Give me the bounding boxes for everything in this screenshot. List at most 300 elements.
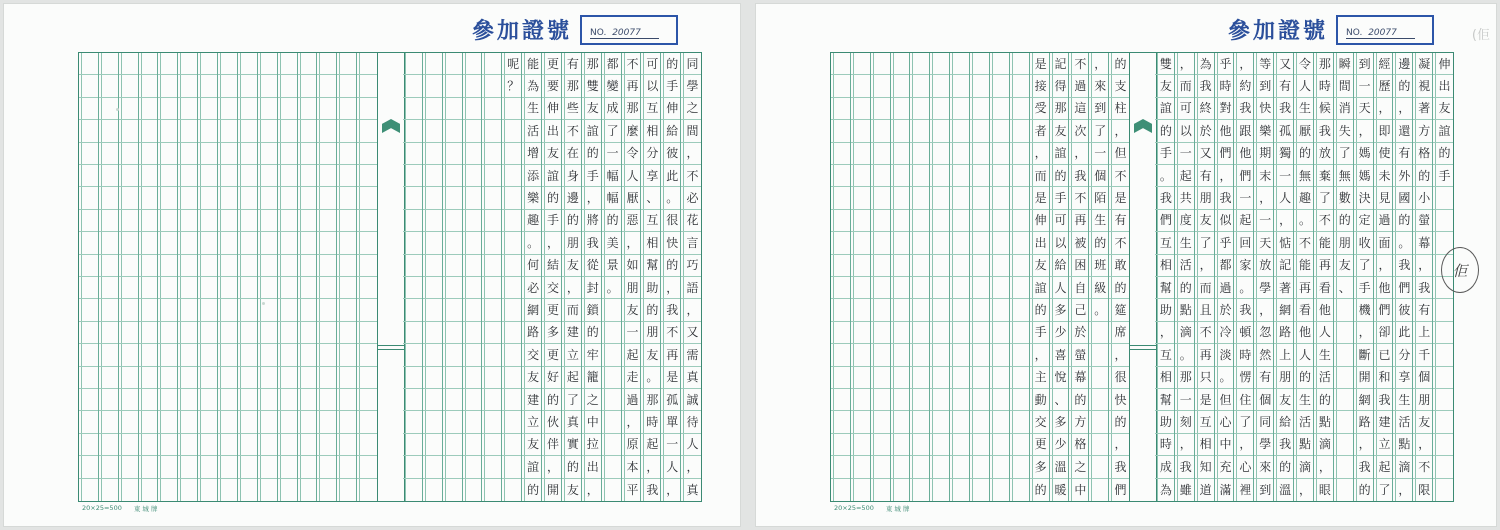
manuscript-cell (119, 277, 138, 299)
manuscript-cell (851, 277, 870, 299)
manuscript-cell: ， (1374, 98, 1393, 120)
manuscript-cell: 朋 (1413, 389, 1432, 411)
manuscript-cell (337, 411, 356, 433)
manuscript-cell (337, 434, 356, 456)
manuscript-cell (79, 277, 98, 299)
manuscript-cell (930, 367, 949, 389)
manuscript-cell (317, 232, 336, 254)
manuscript-cell (79, 299, 98, 321)
sheet-maker: 東 城 牌 (885, 505, 910, 513)
manuscript-cell: 是 (1195, 389, 1214, 411)
manuscript-cell (443, 255, 462, 277)
manuscript-cell: 不 (1109, 165, 1129, 187)
manuscript-cell: 他 (1374, 277, 1393, 299)
manuscript-cell: 卻 (1374, 322, 1393, 344)
manuscript-cell: 人 (622, 165, 641, 187)
manuscript-cell (337, 165, 356, 187)
manuscript-cell: 拉 (582, 434, 601, 456)
manuscript-cell (79, 210, 98, 232)
manuscript-cell: 活 (522, 120, 541, 142)
manuscript-cell: 為 (1195, 53, 1214, 75)
manuscript-cell: 人 (1314, 322, 1333, 344)
manuscript-cell: 不 (661, 322, 680, 344)
manuscript-cell (258, 434, 277, 456)
manuscript-cell: 他 (1294, 322, 1313, 344)
manuscript-cell (357, 75, 377, 97)
manuscript-cell (99, 98, 118, 120)
manuscript-cell (139, 344, 158, 366)
manuscript-column (562, 53, 582, 501)
manuscript-cell: 友 (1274, 389, 1293, 411)
manuscript-cell: 建 (1374, 411, 1393, 433)
manuscript-cell (851, 53, 870, 75)
manuscript-cell: 手 (542, 210, 561, 232)
manuscript-cell: 伸 (661, 98, 680, 120)
manuscript-cell: 數 (1334, 187, 1353, 209)
manuscript-cell: 千 (1413, 344, 1432, 366)
manuscript-cell: 他 (1234, 143, 1253, 165)
entry-number-value: 20077 (1368, 27, 1397, 38)
manuscript-cell: 很 (1109, 367, 1129, 389)
manuscript-cell: 過 (1215, 277, 1234, 299)
manuscript-cell (258, 120, 277, 142)
manuscript-cell (990, 143, 1009, 165)
manuscript-cell (178, 210, 197, 232)
manuscript-cell (238, 322, 257, 344)
manuscript-cell (910, 75, 929, 97)
manuscript-cell: 手 (582, 165, 601, 187)
manuscript-cell: 有 (562, 53, 581, 75)
manuscript-cell: 。 (1294, 210, 1313, 232)
manuscript-column (1089, 53, 1109, 501)
manuscript-cell (602, 299, 621, 321)
manuscript-cell: 雙 (582, 75, 601, 97)
manuscript-cell (930, 75, 949, 97)
manuscript-cell (891, 456, 910, 478)
manuscript-cell: 。 (641, 367, 660, 389)
manuscript-cell (990, 120, 1009, 142)
manuscript-cell (99, 120, 118, 142)
manuscript-cell (403, 75, 422, 97)
manuscript-cell (910, 456, 929, 478)
manuscript-cell (463, 210, 482, 232)
manuscript-cell (482, 434, 501, 456)
manuscript-cell (423, 389, 442, 411)
manuscript-cell (298, 120, 317, 142)
manuscript-cell: 要 (542, 75, 561, 97)
manuscript-cell (1433, 411, 1453, 433)
manuscript-cell (910, 210, 929, 232)
manuscript-cell (317, 98, 336, 120)
manuscript-cell (198, 344, 217, 366)
manuscript-cell: 心 (1215, 411, 1234, 433)
manuscript-cell: 我 (1314, 120, 1333, 142)
manuscript-cell (298, 187, 317, 209)
manuscript-cell: 走 (622, 367, 641, 389)
manuscript-cell: 到 (1259, 482, 1272, 497)
manuscript-cell: 幕 (1069, 367, 1088, 389)
manuscript-cell: 起 (1374, 456, 1393, 478)
manuscript-cell: 無 (1294, 165, 1313, 187)
manuscript-cell: 等 (1254, 53, 1273, 75)
manuscript-cell: ， (1354, 434, 1373, 456)
manuscript-cell: ， (622, 411, 641, 433)
manuscript-cell: 中 (1074, 482, 1087, 497)
manuscript-cell (463, 277, 482, 299)
manuscript-cell: 來 (1254, 456, 1273, 478)
grid-right-half (403, 53, 701, 501)
manuscript-cell: 不 (1195, 322, 1214, 344)
manuscript-cell: 點 (1294, 434, 1313, 456)
manuscript-cell: 生 (1175, 232, 1194, 254)
manuscript-cell (851, 143, 870, 165)
manuscript-cell: 的 (1393, 75, 1412, 97)
manuscript-cell: 而 (1175, 75, 1194, 97)
manuscript-cell (178, 143, 197, 165)
manuscript-column (258, 53, 278, 501)
manuscript-cell: 手 (1050, 187, 1069, 209)
manuscript-cell: 增 (522, 143, 541, 165)
manuscript-cell (950, 389, 969, 411)
manuscript-cell: 們 (1155, 210, 1174, 232)
manuscript-cell: 看 (1314, 277, 1333, 299)
manuscript-cell (502, 479, 521, 501)
manuscript-cell (119, 75, 138, 97)
manuscript-cell: 真 (681, 367, 701, 389)
manuscript-cell: 厭 (1294, 120, 1313, 142)
manuscript-cell (139, 411, 158, 433)
manuscript-cell: 小 (1413, 187, 1432, 209)
manuscript-cell (831, 210, 850, 232)
manuscript-cell (502, 389, 521, 411)
manuscript-cell: 同 (1254, 411, 1273, 433)
manuscript-cell (950, 277, 969, 299)
manuscript-cell (502, 434, 521, 456)
manuscript-cell: 的 (1109, 53, 1129, 75)
manuscript-column (1155, 53, 1175, 501)
manuscript-cell: 雖 (1179, 482, 1192, 497)
manuscript-cell (178, 299, 197, 321)
manuscript-cell (1010, 434, 1029, 456)
manuscript-cell: 。 (1089, 299, 1108, 321)
manuscript-cell: 誠 (681, 389, 701, 411)
manuscript-cell: 看 (1294, 299, 1313, 321)
manuscript-cell (1010, 322, 1029, 344)
manuscript-cell: 從 (582, 255, 601, 277)
manuscript-cell (463, 389, 482, 411)
manuscript-cell: 活 (1294, 411, 1313, 433)
manuscript-cell: 學 (1254, 277, 1273, 299)
manuscript-cell: 成 (1155, 456, 1174, 478)
manuscript-cell (158, 143, 177, 165)
manuscript-cell: 封 (582, 277, 601, 299)
manuscript-cell (99, 322, 118, 344)
manuscript-cell: 麼 (622, 120, 641, 142)
manuscript-cell (990, 434, 1009, 456)
manuscript-cell: 決 (1354, 187, 1373, 209)
manuscript-cell (871, 232, 890, 254)
manuscript-cell: 。 (661, 187, 680, 209)
manuscript-cell (463, 53, 482, 75)
manuscript-cell: 那 (562, 75, 581, 97)
manuscript-cell: 和 (1374, 367, 1393, 389)
manuscript-cell (178, 434, 197, 456)
manuscript-cell (1010, 479, 1029, 501)
manuscript-cell (871, 53, 890, 75)
manuscript-cell (891, 143, 910, 165)
manuscript-cell (357, 165, 377, 187)
manuscript-cell: 似 (1215, 210, 1234, 232)
manuscript-cell (871, 255, 890, 277)
manuscript-column (1354, 53, 1374, 501)
manuscript-cell: 候 (1314, 98, 1333, 120)
manuscript-cell (337, 255, 356, 277)
manuscript-cell: 上 (1274, 344, 1293, 366)
manuscript-cell (403, 434, 422, 456)
manuscript-cell: 何 (522, 255, 541, 277)
manuscript-cell (357, 299, 377, 321)
manuscript-cell (930, 299, 949, 321)
manuscript-cell (258, 75, 277, 97)
manuscript-cell (99, 232, 118, 254)
manuscript-cell (79, 98, 98, 120)
manuscript-cell: ， (1069, 143, 1088, 165)
manuscript-cell: 困 (1069, 255, 1088, 277)
manuscript-cell (158, 210, 177, 232)
manuscript-cell: 這 (1069, 98, 1088, 120)
manuscript-cell (1010, 143, 1029, 165)
manuscript-cell: 給 (1050, 255, 1069, 277)
manuscript-cell: 螢 (1413, 210, 1432, 232)
manuscript-cell (198, 165, 217, 187)
manuscript-cell (851, 367, 870, 389)
manuscript-cell (910, 120, 929, 142)
manuscript-cell: 上 (1413, 322, 1432, 344)
manuscript-cell (298, 98, 317, 120)
manuscript-cell (403, 232, 422, 254)
manuscript-cell: 言 (681, 232, 701, 254)
manuscript-cell (317, 367, 336, 389)
manuscript-cell (1089, 434, 1108, 456)
manuscript-cell: 手 (661, 75, 680, 97)
manuscript-cell: 友 (1050, 120, 1069, 142)
manuscript-cell (403, 411, 422, 433)
manuscript-cell: 螢 (1069, 344, 1088, 366)
manuscript-cell (178, 232, 197, 254)
manuscript-cell (950, 299, 969, 321)
manuscript-cell: 的 (1109, 277, 1129, 299)
manuscript-cell (218, 120, 237, 142)
manuscript-cell: 時 (641, 411, 660, 433)
manuscript-cell (970, 411, 989, 433)
manuscript-cell (139, 53, 158, 75)
manuscript-cell (871, 210, 890, 232)
manuscript-cell (851, 456, 870, 478)
manuscript-cell: 度 (1175, 210, 1194, 232)
manuscript-cell: 趣 (1294, 187, 1313, 209)
manuscript-cell (198, 456, 217, 478)
manuscript-cell: 語 (681, 277, 701, 299)
manuscript-cell: 道 (1199, 482, 1212, 497)
manuscript-cell (403, 143, 422, 165)
manuscript-cell: 那 (641, 389, 660, 411)
manuscript-cell: 喜 (1050, 344, 1069, 366)
manuscript-cell: 我 (1274, 98, 1293, 120)
manuscript-cell (482, 299, 501, 321)
manuscript-cell: 為 (1159, 482, 1172, 497)
manuscript-cell (1010, 210, 1029, 232)
manuscript-cell: 支 (1109, 75, 1129, 97)
manuscript-cell: 暖 (1054, 482, 1067, 497)
manuscript-cell (1010, 232, 1029, 254)
manuscript-cell (79, 53, 98, 75)
manuscript-cell (990, 210, 1009, 232)
manuscript-cell (871, 277, 890, 299)
manuscript-cell: 助 (1155, 299, 1174, 321)
manuscript-cell: 美 (602, 232, 621, 254)
manuscript-cell (970, 53, 989, 75)
manuscript-cell (970, 232, 989, 254)
manuscript-cell: 是 (1030, 187, 1049, 209)
manuscript-cell: 終 (1195, 98, 1214, 120)
manuscript-cell: 自 (1069, 277, 1088, 299)
manuscript-cell (423, 255, 442, 277)
manuscript-cell: 我 (1215, 187, 1234, 209)
manuscript-cell (238, 75, 257, 97)
manuscript-cell: 起 (641, 434, 660, 456)
manuscript-cell (357, 344, 377, 366)
manuscript-cell (403, 456, 422, 478)
manuscript-cell: 彼 (1393, 299, 1412, 321)
manuscript-cell: 此 (661, 165, 680, 187)
manuscript-cell: 再 (661, 344, 680, 366)
manuscript-cell: 的 (1050, 165, 1069, 187)
manuscript-cell (79, 75, 98, 97)
manuscript-cell (831, 53, 850, 75)
manuscript-cell (99, 210, 118, 232)
manuscript-cell: 他 (1215, 120, 1234, 142)
manuscript-cell (139, 479, 158, 501)
manuscript-column (1413, 53, 1433, 501)
manuscript-cell (502, 187, 521, 209)
manuscript-cell (278, 232, 297, 254)
manuscript-cell (502, 165, 521, 187)
entry-number-box (580, 15, 678, 45)
manuscript-cell: 樂 (522, 187, 541, 209)
manuscript-cell: 活 (1175, 255, 1194, 277)
manuscript-cell: 那 (1314, 53, 1333, 75)
manuscript-cell: 得 (1050, 75, 1069, 97)
manuscript-cell: 溫 (1050, 456, 1069, 478)
manuscript-cell: 級 (1089, 277, 1108, 299)
manuscript-cell: 有 (1413, 299, 1432, 321)
manuscript-cell (1010, 456, 1029, 478)
manuscript-cell: 幅 (602, 165, 621, 187)
manuscript-cell (238, 255, 257, 277)
manuscript-cell (178, 411, 197, 433)
manuscript-cell: ， (1030, 143, 1049, 165)
manuscript-cell (357, 98, 377, 120)
manuscript-column (582, 53, 602, 501)
manuscript-cell: 凝 (1413, 53, 1432, 75)
manuscript-cell: 冷 (1215, 322, 1234, 344)
manuscript-cell: 不 (622, 53, 641, 75)
manuscript-cell (1334, 434, 1353, 456)
manuscript-cell: 而 (1195, 277, 1214, 299)
manuscript-cell: 刻 (1175, 411, 1194, 433)
manuscript-cell (463, 75, 482, 97)
manuscript-cell (298, 434, 317, 456)
manuscript-cell (851, 479, 870, 501)
manuscript-cell (930, 255, 949, 277)
manuscript-cell (317, 277, 336, 299)
manuscript-cell: 相 (1195, 434, 1214, 456)
manuscript-cell (278, 165, 297, 187)
manuscript-cell (178, 53, 197, 75)
manuscript-cell (258, 389, 277, 411)
manuscript-cell (602, 322, 621, 344)
manuscript-cell (158, 232, 177, 254)
manuscript-cell: 之 (1069, 456, 1088, 478)
manuscript-cell (119, 187, 138, 209)
manuscript-cell: 們 (1215, 143, 1234, 165)
manuscript-cell: 朋 (1334, 232, 1353, 254)
manuscript-cell (139, 143, 158, 165)
manuscript-cell (298, 277, 317, 299)
manuscript-cell (278, 210, 297, 232)
manuscript-cell (930, 120, 949, 142)
manuscript-cell: 快 (1109, 389, 1129, 411)
manuscript-column (317, 53, 337, 501)
manuscript-cell (357, 479, 377, 501)
entry-number-box (1336, 15, 1434, 45)
manuscript-cell (950, 143, 969, 165)
manuscript-cell: 籠 (582, 367, 601, 389)
manuscript-cell (482, 479, 501, 501)
manuscript-cell (218, 434, 237, 456)
manuscript-cell (950, 98, 969, 120)
manuscript-cell (119, 434, 138, 456)
manuscript-cell (891, 434, 910, 456)
manuscript-cell (423, 232, 442, 254)
manuscript-cell: 孤 (1274, 120, 1293, 142)
manuscript-cell: 了 (1334, 143, 1353, 165)
manuscript-cell (357, 53, 377, 75)
manuscript-cell: ， (661, 277, 680, 299)
manuscript-cell (871, 411, 890, 433)
manuscript-cell (139, 389, 158, 411)
manuscript-cell (298, 411, 317, 433)
manuscript-cell: 交 (1030, 411, 1049, 433)
manuscript-cell (99, 143, 118, 165)
manuscript-cell (950, 53, 969, 75)
manuscript-cell: 幫 (1155, 277, 1174, 299)
manuscript-cell (218, 232, 237, 254)
manuscript-cell (891, 187, 910, 209)
manuscript-cell: 被 (1069, 232, 1088, 254)
manuscript-cell: 眼 (1318, 482, 1331, 497)
manuscript-column (1393, 53, 1413, 501)
manuscript-cell: 們 (1234, 165, 1253, 187)
manuscript-cell (950, 344, 969, 366)
manuscript-cell: 結 (542, 255, 561, 277)
manuscript-cell: 路 (1354, 411, 1373, 433)
manuscript-cell (403, 344, 422, 366)
manuscript-cell: 方 (1069, 411, 1088, 433)
manuscript-cell (198, 232, 217, 254)
manuscript-cell (423, 479, 442, 501)
manuscript-cell: 出 (582, 456, 601, 478)
